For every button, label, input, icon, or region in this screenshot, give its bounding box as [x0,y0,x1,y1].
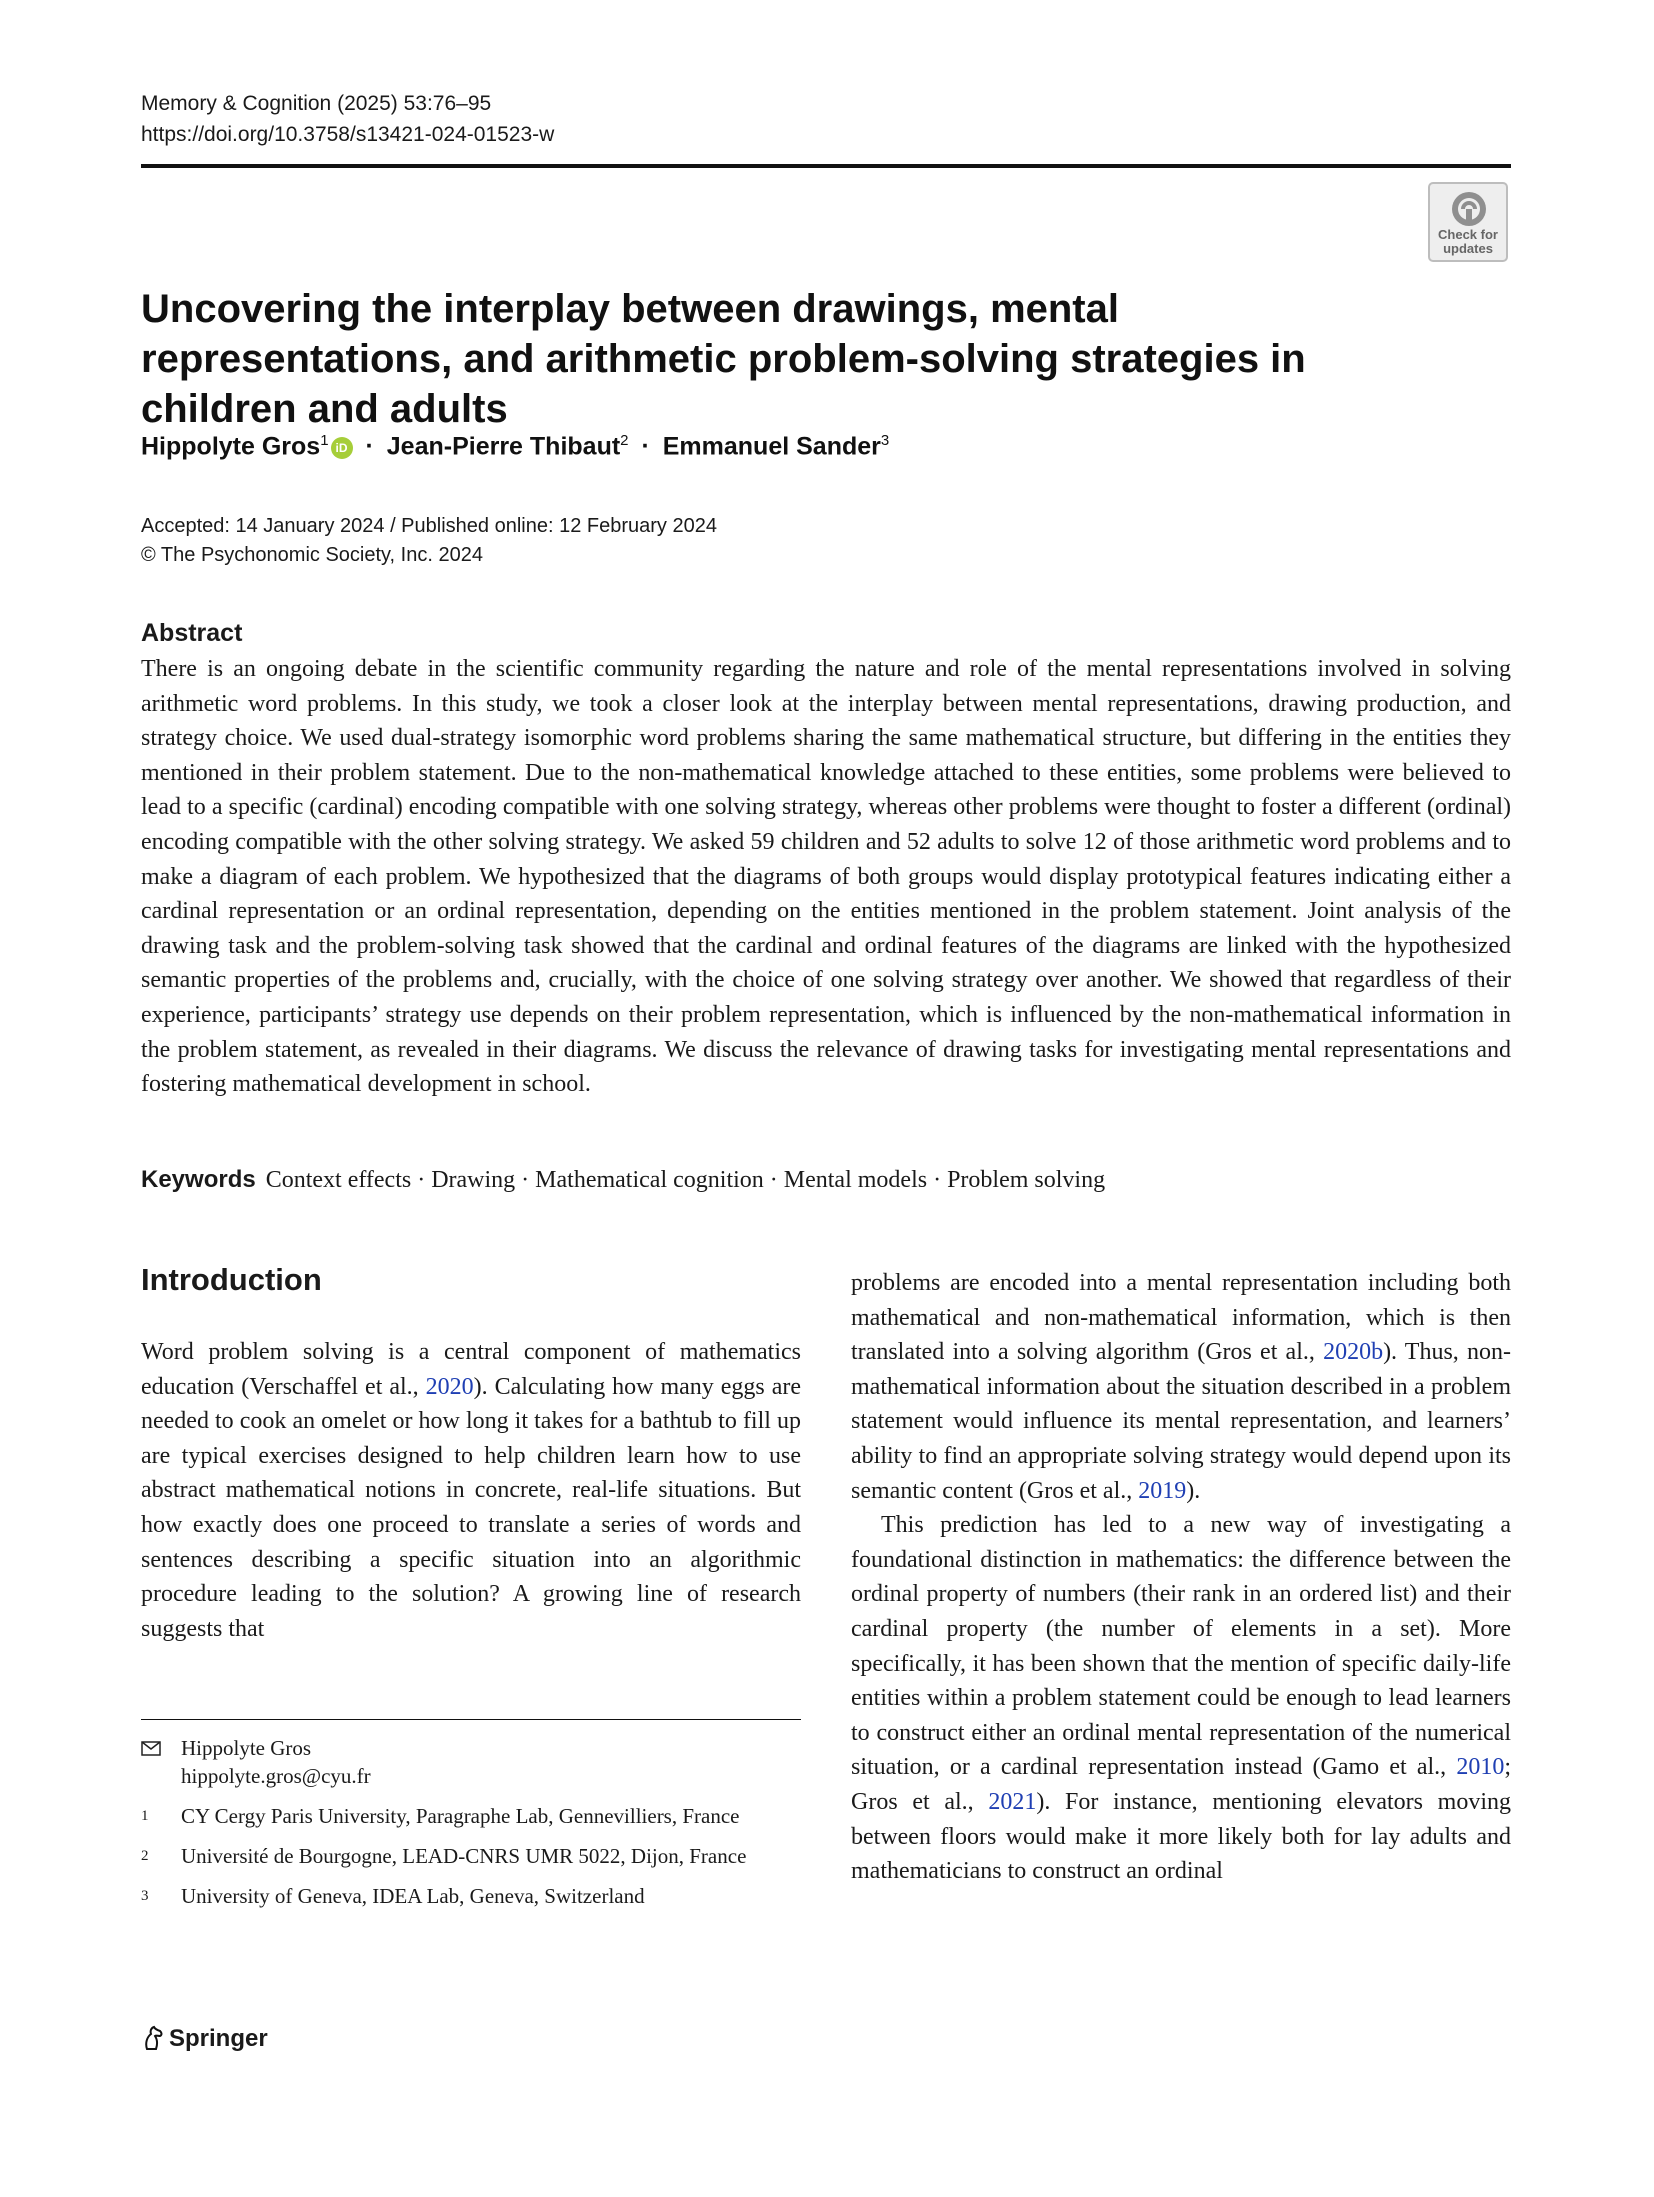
affiliation [141,1802,801,1830]
footnotes [141,1734,801,1922]
paragraph-text: Word problem solving is a central component of mathematics education (Verschaffel et al., [141,1339,801,1400]
left-column [141,1335,801,1646]
paragraph-text: This prediction has led to a new way of investigating a foundational distinction in mathematics: the difference between the ordinal property of numbers (their rank in an ordered list) and their cardinal property (the number of elements in a set). More specifically, it has been shown that the mention of specific daily-life entities within a problem statement could be enough to lead learners to construct either an ordinal mental representation of the numerical situation, or a cardinal representation instead (Gamo et al., [851,1512,1511,1781]
accepted-published-line: Accepted: 14 January 2024 / Published online: 12 February 2024 [141,515,717,537]
author-affil-sup: 2 [620,432,629,449]
affiliation-number: 3 [141,1888,149,1904]
author-name[interactable]: Hippolyte Gros [141,432,321,461]
affiliation [141,1882,801,1910]
paragraph-text: problems are encoded into a mental representation including both mathematical and non-mathematical information, which is then translated into a solving algorithm (Gros et al., [851,1270,1511,1366]
affiliation [141,1842,801,1870]
citation-link[interactable]: 2020b [1323,1339,1384,1366]
citation-link[interactable]: 2019 [1138,1477,1187,1504]
publisher-logo [141,2025,268,2053]
abstract-text: There is an ongoing debate in the scientific community regarding the nature and role of the mental representations involved in solving arithmetic word problems. In this study, we took a closer look at the interplay between mental representations, drawing production, and strategy choice. We used dual-strategy isomorphic word problems sharing the same mathematical structure, but differing in the entities they mentioned in their problem statement. Due to the non-mathematical knowledge attached to these entities, some problems were believed to lead to a specific (cardinal) encoding compatible with one solving strategy, whereas other problems were thought to foster a different (ordinal) encoding compatible with the other solving strategy. We asked 59 children and 52 adults to solve 12 of those arithmetic word problems and to make a diagram of each problem. We hypothesized that the diagrams of both groups would display prototypical features indicating either a cardinal representation or an ordinal representation, depending on the entities mentioned in the problem statement. Joint analysis of the drawing task and the problem-solving task showed that the cardinal and ordinal features of the diagrams are linked with the hypothesized semantic properties of the problems and, crucially, with the choice of one solving strategy over another. We showed that regardless of their experience, participants’ strategy use depends on their problem representation, which is influenced by the non-mathematical information in the problem statement, as revealed in their diagrams. We discuss the relevance of drawing tasks for investigating mental representations and fostering mathematical development in school. [141,656,1511,1098]
header-rule [141,164,1511,168]
citation-link[interactable]: 2020 [425,1373,474,1400]
springer-horse-icon [141,2025,165,2051]
paragraph-text: ). For instance, mentioning elevators moving between floors would make it more likely both for lay adults and mathematicians to construct an ordinal [851,1788,1511,1885]
author-name[interactable]: Emmanuel Sander [662,432,881,461]
paragraph-text: ; Gros et al., [851,1754,1511,1815]
contact-email[interactable]: hippolyte.gros@cyu.fr [181,1764,371,1788]
journal-citation: Memory & Cognition (2025) 53:76–95 [141,92,492,115]
author-separator: · [365,432,374,461]
badge-text [1430,228,1506,256]
contact-name: Hippolyte Gros [181,1736,312,1760]
copyright-line: © The Psychonomic Society, Inc. 2024 [141,544,483,566]
publisher-name: Springer [169,2025,268,2052]
right-column [851,1266,1511,1889]
intro-paragraph [851,1266,1511,1508]
intro-paragraph [141,1335,801,1646]
affiliation-number: 2 [141,1848,149,1864]
footnote-rule [141,1719,801,1720]
affiliation-number: 1 [141,1808,149,1824]
publication-dates [141,512,717,570]
author-affil-sup: 1 [320,432,329,449]
intro-paragraph [851,1508,1511,1889]
affiliation-text: Université de Bourgogne, LEAD-CNRS UMR 5022, Dijon, France [181,1844,747,1868]
paragraph-text: ). Thus, non-mathematical information about the situation described in a problem statement would influence its mental representation, and learners’ ability to find an appropriate solving strategy would depend upon its semantic content (Gros et al., [851,1339,1511,1504]
affiliation-text: CY Cergy Paris University, Paragraphe Lab, Gennevilliers, France [181,1804,740,1828]
keywords [141,1163,1105,1197]
author-separator: · [641,432,650,461]
paragraph-text: ). [1186,1477,1201,1504]
keywords-list: Context effects · Drawing · Mathematical cognition · Mental models · Problem solving [265,1167,1106,1193]
author-list [141,432,889,461]
section-heading-introduction: Introduction [141,1262,322,1297]
check-for-updates-icon [1450,190,1488,228]
orcid-icon[interactable]: iD [331,437,353,459]
author-name[interactable]: Jean-Pierre Thibaut [386,432,621,461]
doi-link[interactable]: https://doi.org/10.3758/s13421-024-01523-w [141,123,555,146]
citation-link[interactable]: 2010 [1456,1754,1505,1781]
affiliation-text: University of Geneva, IDEA Lab, Geneva, Switzerland [181,1884,645,1908]
author-affil-sup: 3 [880,432,890,449]
keywords-label: Keywords [141,1166,256,1193]
paragraph-text: ). Calculating how many eggs are needed to cook an omelet or how long it takes for a bathtub to fill up are typical exercises designed to help children learn how to use abstract mathematical notions in concrete, real-life situations. But how exactly does one proceed to translate a series of words and sentences describing a specific situation into an algorithmic procedure leading to the solution? A growing line of research suggests that [141,1373,801,1642]
badge-line-1: Check for [1438,227,1498,242]
check-for-updates-button[interactable] [1428,182,1508,262]
corresponding-author [141,1734,801,1790]
article-title: Uncovering the interplay between drawings, mental representations, and arithmetic problem-solving strategies in children and adults [141,287,1306,431]
abstract-heading: Abstract [141,619,243,647]
citation-link[interactable]: 2021 [988,1788,1037,1815]
badge-line-2: updates [1443,241,1493,256]
journal-header [141,88,554,150]
